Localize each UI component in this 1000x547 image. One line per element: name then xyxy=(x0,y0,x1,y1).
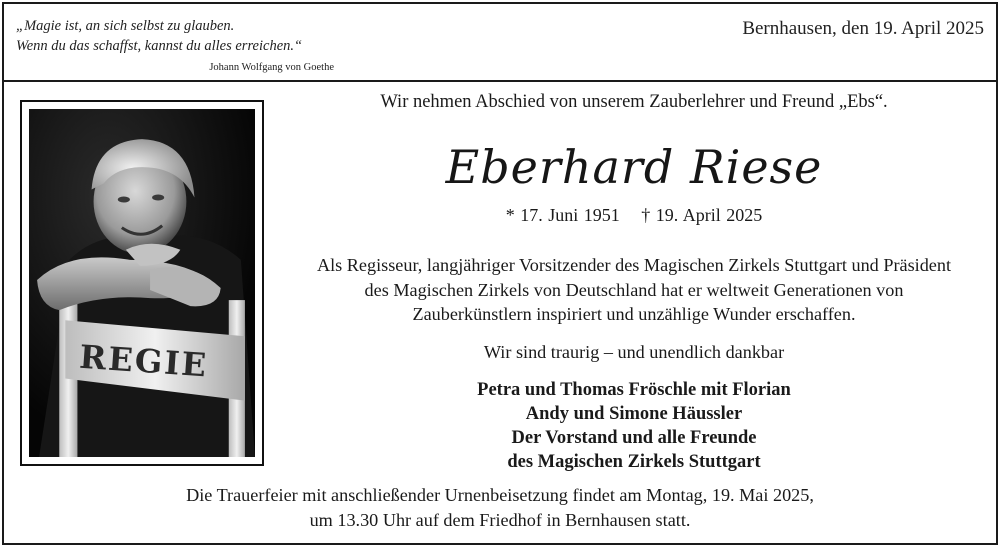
goethe-quote xyxy=(16,16,336,73)
biography-line: des Magischen Zirkels von Deutschland hat er weltweit Generationen von xyxy=(364,279,904,300)
place-date: Bernhausen, den 19. April 2025 xyxy=(742,18,984,39)
mourner-entry: des Magischen Zirkels Stuttgart xyxy=(507,452,761,472)
birth-date: * 17. Juni 1951 xyxy=(505,205,620,225)
mourner-entry: Andy und Simone Häussler xyxy=(525,404,743,424)
funeral-line: Die Trauerfeier mit anschließender Urnenbeisetzung findet am Montag, 19. Mai 2025, xyxy=(186,485,814,505)
funeral-line: um 13.30 Uhr auf dem Friedhof in Bernhausen statt. xyxy=(309,509,691,530)
quote-line-1: „Magie ist, an sich selbst zu glauben. xyxy=(16,18,235,34)
quote-author: Johann Wolfgang von Goethe xyxy=(209,62,334,73)
mourner-entry: Der Vorstand und alle Freunde xyxy=(511,428,757,448)
mourners-list xyxy=(268,378,1000,474)
portrait-image xyxy=(29,109,255,457)
grief-thanks-line: Wir sind traurig – und unendlich dankbar xyxy=(483,342,785,362)
biography-line: Als Regisseur, langjähriger Vorsitzender des Magischen Zirkels Stuttgart und Präsident xyxy=(316,255,952,275)
life-dates xyxy=(268,205,1000,226)
portrait-photo-frame xyxy=(20,100,264,466)
deceased-name: Eberhard Riese xyxy=(445,140,823,194)
funeral-details xyxy=(0,483,1000,532)
biography-line: Zauberkünstlern inspiriert und unzählige Wunder erschaffen. xyxy=(412,304,856,324)
biography xyxy=(268,253,1000,327)
death-date: † 19. April 2025 xyxy=(641,205,763,225)
portrait-photo xyxy=(29,109,255,457)
quote-line-2: Wenn du das schaffst, kannst du alles erreichen.“ xyxy=(16,38,303,54)
header-divider xyxy=(4,80,996,82)
mourner-entry: Petra und Thomas Fröschle mit Florian xyxy=(477,380,791,400)
farewell-intro: Wir nehmen Abschied von unserem Zauberlehrer und Freund „Ebs“. xyxy=(380,92,888,112)
chair-regie-text: REGIE xyxy=(78,337,210,385)
